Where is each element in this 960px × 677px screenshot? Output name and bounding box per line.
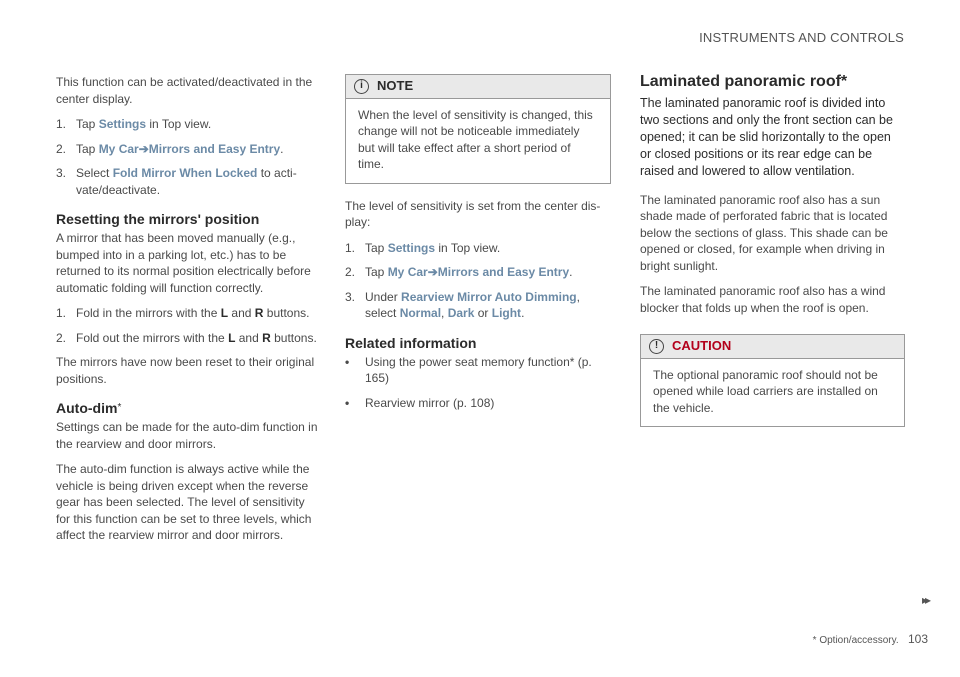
autodim-text-1: Settings can be made for the auto-dim function in the rearview and door mirrors. [56,420,318,451]
list-item: 2. Tap My Car➔Mirrors and Easy Entry. [56,141,284,156]
reset-text: A mirror that has been moved manually (e.g., bumped into in a parking lot, etc.) has to be returned to its normal position electrically before automatic folding will function correctly. [56,231,311,295]
footnote: * Option/accessory. [812,635,899,646]
related-link[interactable]: • Rearview mirror (p. 108) [345,395,495,410]
roof-lead: The laminated panoramic roof is divided into two sections and only the front section can be opened; it can be slid horizontally to the open or closed positions or its rear edge can be raised and lowered to allow ventilation. [640,95,893,178]
note-body: When the level of sensitivity is changed, this change will not be noticeable immediately but will take effect after a short period of time. [358,107,593,171]
page-header: INSTRUMENTS AND CONTROLS [699,30,904,45]
caution-title: CAUTION [672,338,732,353]
reset-steps [56,305,318,346]
note-header [346,75,610,99]
column-middle [345,74,611,419]
section-heading-reset: Resetting the mirrors' position [56,211,260,227]
page-number: 103 [907,632,928,646]
reset-after-text: The mirrors have now been reset to their original positions. [56,355,315,386]
related-link[interactable]: • Using the power seat memory function* (p. 165) [345,354,592,385]
column-left [56,74,318,553]
page-footer [813,632,928,646]
column-right [640,74,905,441]
arrow-right-icon: ➔ [138,141,149,156]
section-heading-autodim: Auto-dim* [56,400,122,416]
list-item: 1. Tap Settings in Top view. [56,117,212,131]
caution-body: The optional panoramic roof should not be opened while load carriers are installed on the vehicle. [653,367,878,415]
autodim-text-2: The auto-dim function is always active while the vehicle is being driven except when the reverse gear has been selected. The level of sensitivity for this function can be set to three levels, which affect the rearview mirror and door mirrors. [56,462,312,542]
section-title-roof: Laminated panoramic roof* [640,73,848,90]
list-item: 2. Tap My Car➔Mirrors and Easy Entry. [345,265,573,279]
level-text: The level of sensitivity is set from the center dis-play: [345,198,601,229]
caution-box [640,334,905,427]
activation-steps [56,116,318,198]
note-box [345,74,611,184]
warning-icon: ! [649,339,664,354]
roof-paragraph-2: The laminated panoramic roof also has a wind blocker that folds up when the roof is open. [640,284,886,315]
intro-text: This function can be activated/deactivated in the center display. [56,75,313,106]
caution-header [641,335,904,359]
list-item: 2. Fold out the mirrors with the L and R buttons. [56,330,317,345]
info-icon: i [354,79,369,94]
note-title: NOTE [377,78,414,93]
related-list [345,354,611,412]
list-item: 1. Tap Settings in Top view. [345,240,501,255]
list-item: 1. Fold in the mirrors with the L and R buttons. [56,306,310,320]
section-heading-related: Related information [345,334,477,351]
next-page-arrows-icon: ▸▸ [921,593,928,607]
ui-label-settings: Settings [98,117,147,131]
arrow-right-icon: ➔ [427,265,438,279]
list-item: 3. Select Fold Mirror When Locked to acti-vate/deactivate. [56,166,297,197]
roof-paragraph-1: The laminated panoramic roof also has a sun shade made of perforated fabric that is located below the sections of glass. This shade can be opened or closed, for example when driving in bright sunlight. [640,192,888,273]
level-steps [345,240,611,322]
list-item: 3. Under Rearview Mirror Auto Dimming, select Normal, Dark or Light. [345,289,580,320]
